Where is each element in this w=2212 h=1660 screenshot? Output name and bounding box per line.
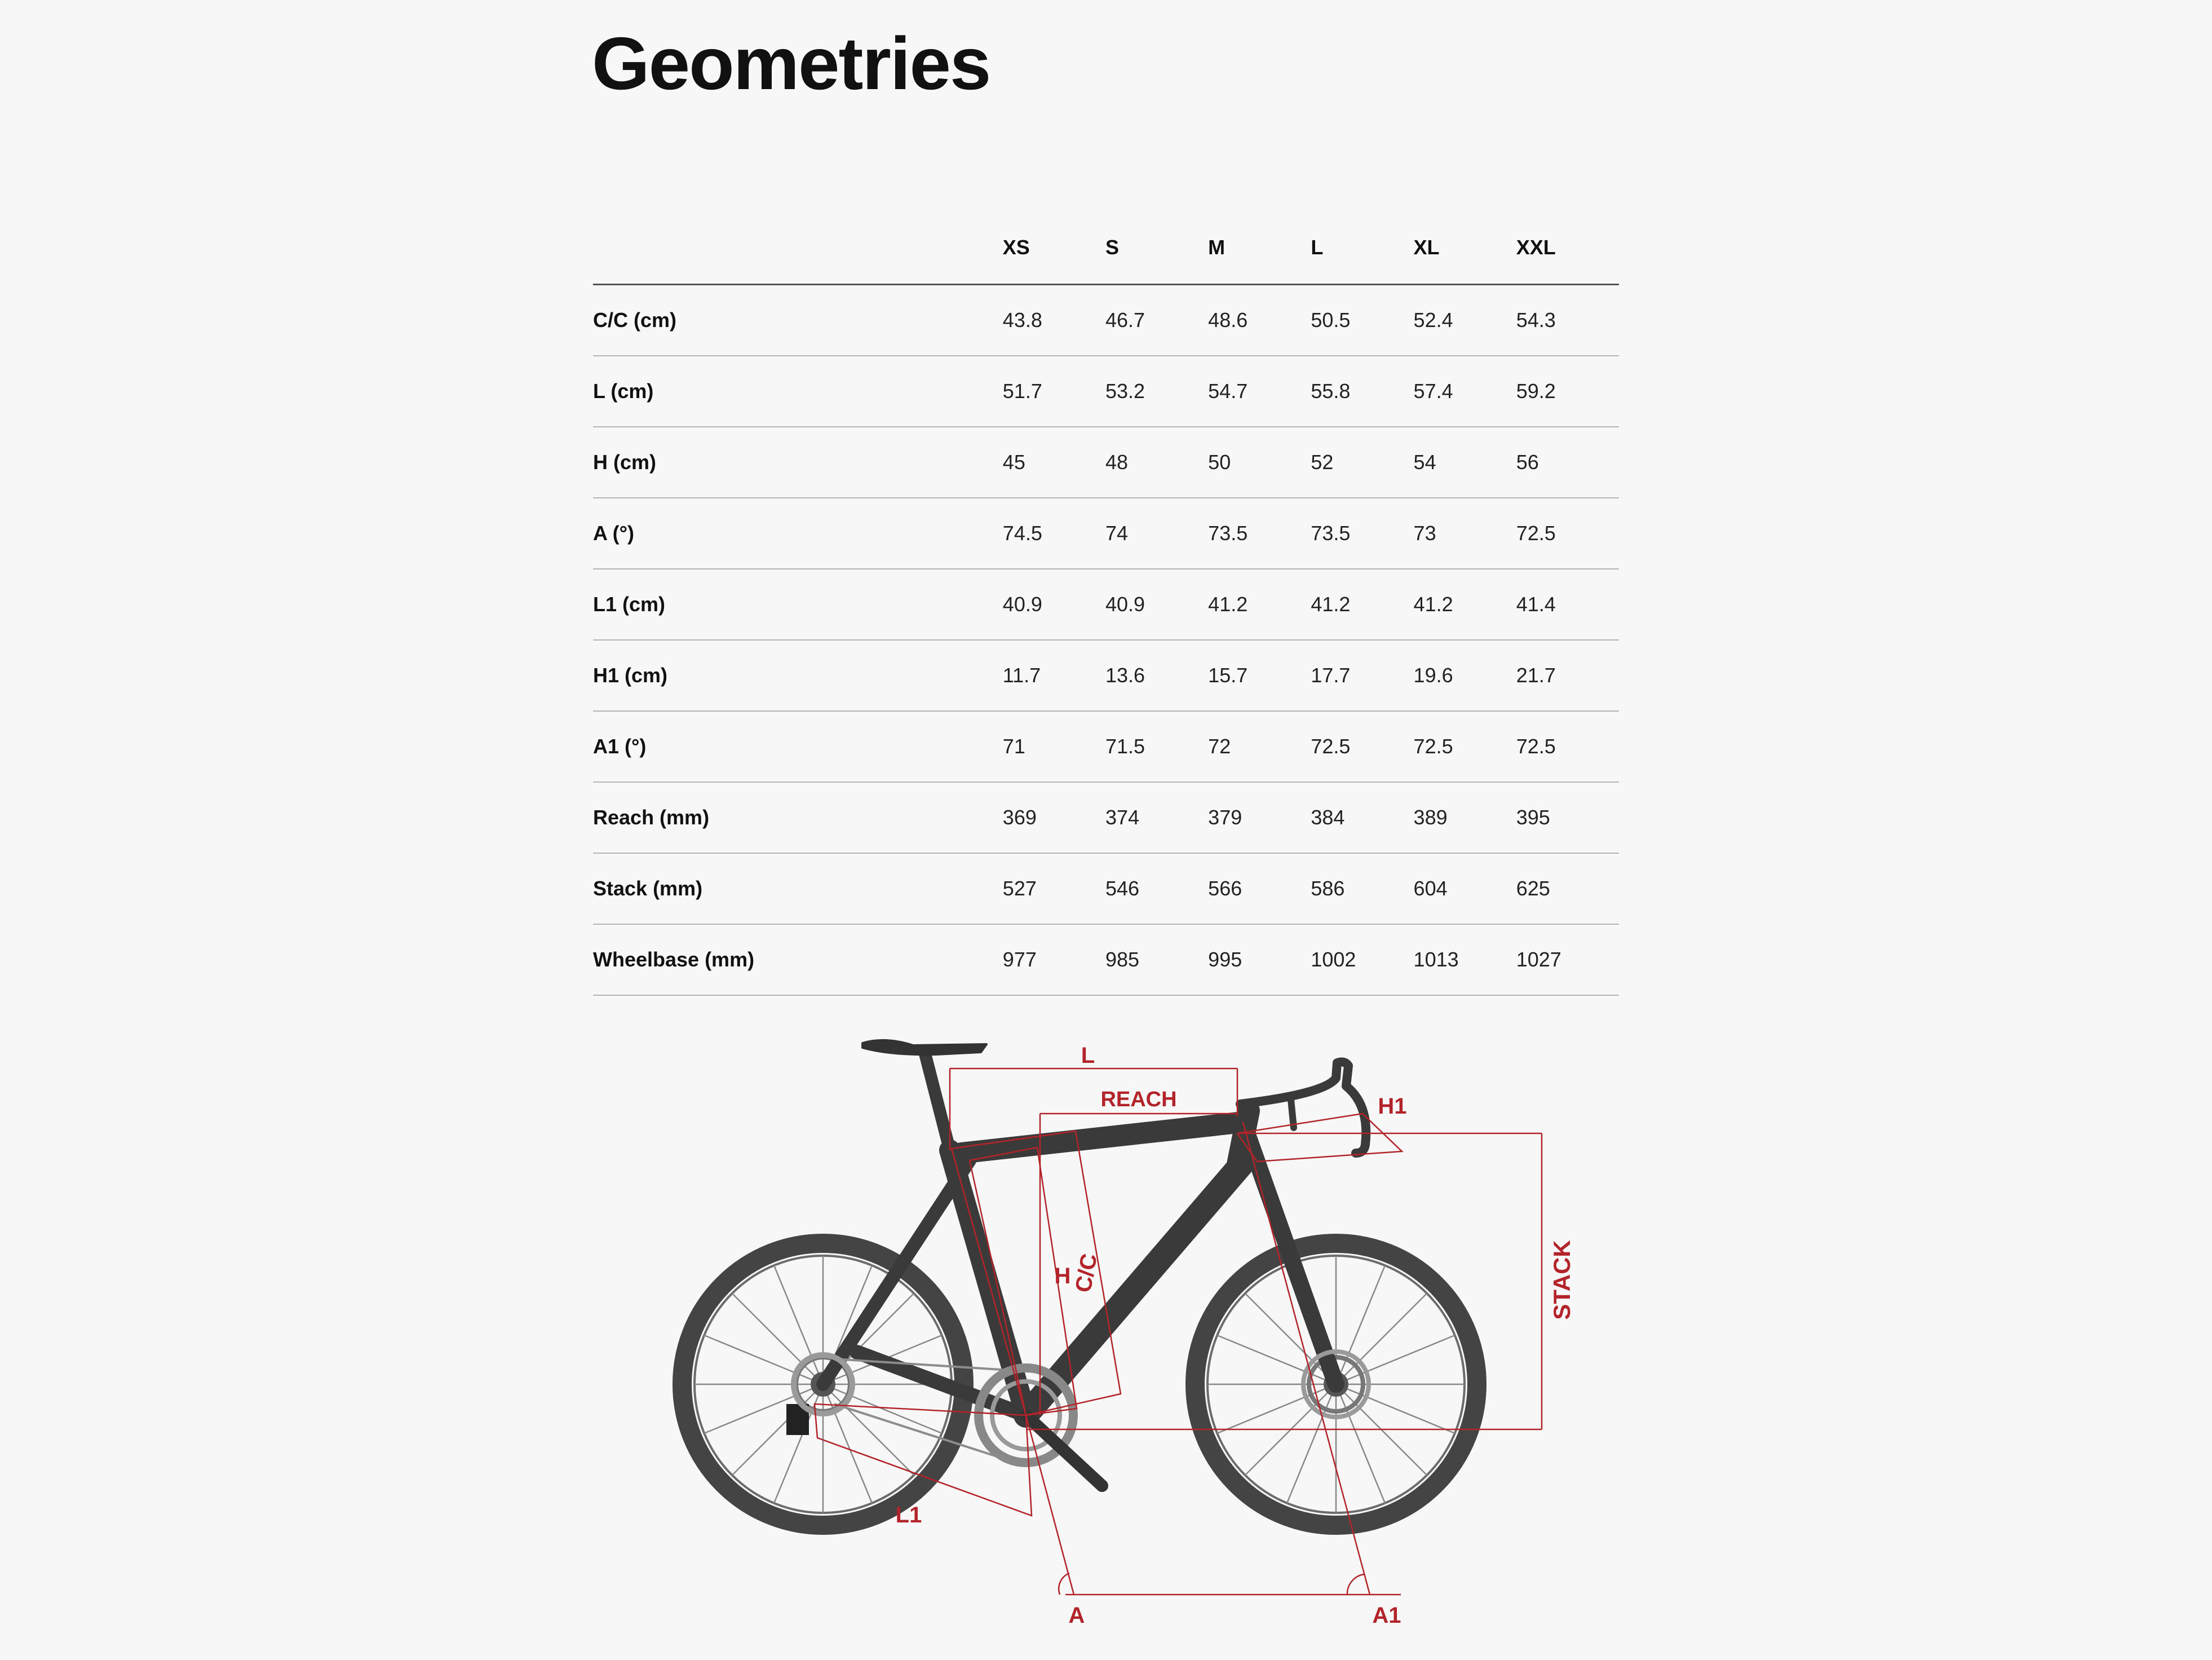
size-header: XXL (1516, 211, 1619, 285)
table-cell: 379 (1208, 806, 1242, 829)
label-a1: A1 (1372, 1603, 1401, 1628)
row-label: H1 (cm) (593, 664, 668, 687)
table-row (593, 853, 1619, 924)
table-cell: 17.7 (1311, 664, 1351, 687)
table-cell: 40.9 (1105, 593, 1145, 616)
corner-header-cell (593, 211, 1003, 285)
label-h: H (1054, 1264, 1071, 1288)
table-cell: 71 (1002, 735, 1025, 758)
table-cell: 51.7 (1002, 379, 1042, 403)
dimension-lines (815, 1069, 1542, 1595)
table-cell: 41.2 (1208, 593, 1248, 616)
table-cell: 50.5 (1311, 308, 1351, 332)
table-cell: 48.6 (1208, 308, 1248, 332)
table-cell: 604 (1413, 877, 1448, 900)
row-label: Stack (mm) (593, 877, 703, 900)
table-cell: 72.5 (1413, 735, 1453, 758)
label-a: A (1068, 1603, 1085, 1628)
table-cell: 73.5 (1311, 522, 1351, 545)
table-cell: 48 (1105, 451, 1129, 474)
table-cell: 566 (1208, 877, 1242, 900)
table-cell: 995 (1208, 948, 1242, 971)
table-cell: 11.7 (1002, 664, 1041, 687)
table-cell: 395 (1516, 806, 1550, 829)
bike-frame (823, 1040, 1366, 1415)
table-cell: 45 (1002, 451, 1025, 474)
table-cell: 54 (1413, 451, 1436, 474)
table-header-row (593, 211, 1619, 285)
table-row (593, 782, 1619, 853)
row-label: H (cm) (593, 451, 657, 474)
row-label: L (cm) (593, 379, 654, 403)
table-cell: 1002 (1311, 948, 1356, 971)
label-cc: C/C (1070, 1252, 1102, 1295)
table-cell: 54.7 (1208, 379, 1248, 403)
label-l1: L1 (895, 1503, 922, 1527)
table-cell: 57.4 (1413, 379, 1453, 403)
table-cell: 41.2 (1413, 593, 1453, 616)
table-cell: 52.4 (1413, 308, 1453, 332)
table-cell: 13.6 (1105, 664, 1145, 687)
table-cell: 527 (1002, 877, 1037, 900)
table-row (593, 711, 1619, 782)
size-header: S (1105, 211, 1208, 285)
size-header: M (1208, 211, 1311, 285)
table-cell: 1013 (1413, 948, 1459, 971)
table-cell: 389 (1413, 806, 1448, 829)
table-cell: 74 (1105, 522, 1129, 545)
table-row (593, 924, 1619, 995)
table-cell: 71.5 (1105, 735, 1145, 758)
table-row (593, 569, 1619, 640)
table-cell: 46.7 (1105, 308, 1145, 332)
table-cell: 625 (1516, 877, 1550, 900)
table-cell: 374 (1105, 806, 1140, 829)
table-cell: 384 (1311, 806, 1345, 829)
table-cell: 985 (1105, 948, 1140, 971)
table-cell: 74.5 (1002, 522, 1042, 545)
bike-geometry-diagram (620, 1032, 1601, 1630)
label-reach: REACH (1100, 1088, 1177, 1111)
table-cell: 40.9 (1002, 593, 1042, 616)
table-cell: 72.5 (1311, 735, 1351, 758)
table-cell: 72 (1208, 735, 1231, 758)
table-cell: 55.8 (1311, 379, 1351, 403)
table-cell: 52 (1311, 451, 1334, 474)
table-row (593, 640, 1619, 711)
page-title: Geometries (592, 22, 990, 105)
table-cell: 15.7 (1208, 664, 1248, 687)
row-label: A (°) (593, 522, 635, 545)
label-stack: STACK (1549, 1240, 1575, 1320)
table-cell: 369 (1002, 806, 1037, 829)
table-cell: 72.5 (1516, 735, 1556, 758)
table-cell: 21.7 (1516, 664, 1556, 687)
row-label: L1 (cm) (593, 593, 666, 616)
size-header: XL (1414, 211, 1516, 285)
size-header: L (1311, 211, 1413, 285)
table-row (593, 285, 1619, 356)
table-cell: 53.2 (1105, 379, 1145, 403)
table-cell: 41.4 (1516, 593, 1556, 616)
table-cell: 19.6 (1413, 664, 1453, 687)
table-row (593, 427, 1619, 498)
label-l: L (1081, 1043, 1095, 1068)
table-cell: 546 (1105, 877, 1140, 900)
table-cell: 73 (1413, 522, 1436, 545)
row-label: Wheelbase (mm) (593, 948, 755, 971)
table-cell: 56 (1516, 451, 1539, 474)
table-cell: 43.8 (1002, 308, 1042, 332)
row-label: C/C (cm) (593, 308, 677, 332)
table-row (593, 498, 1619, 569)
table-cell: 41.2 (1311, 593, 1351, 616)
label-h1: H1 (1378, 1094, 1407, 1119)
table-row (593, 356, 1619, 427)
table-cell: 50 (1208, 451, 1231, 474)
table-cell: 1027 (1516, 948, 1561, 971)
table-cell: 586 (1311, 877, 1345, 900)
geometry-table (593, 211, 1619, 996)
row-label: A1 (°) (593, 735, 647, 758)
table-cell: 54.3 (1516, 308, 1556, 332)
table-cell: 977 (1002, 948, 1037, 971)
row-label: Reach (mm) (593, 806, 710, 829)
table-cell: 72.5 (1516, 522, 1556, 545)
table-cell: 59.2 (1516, 379, 1556, 403)
size-header: XS (1003, 211, 1105, 285)
table-cell: 73.5 (1208, 522, 1248, 545)
